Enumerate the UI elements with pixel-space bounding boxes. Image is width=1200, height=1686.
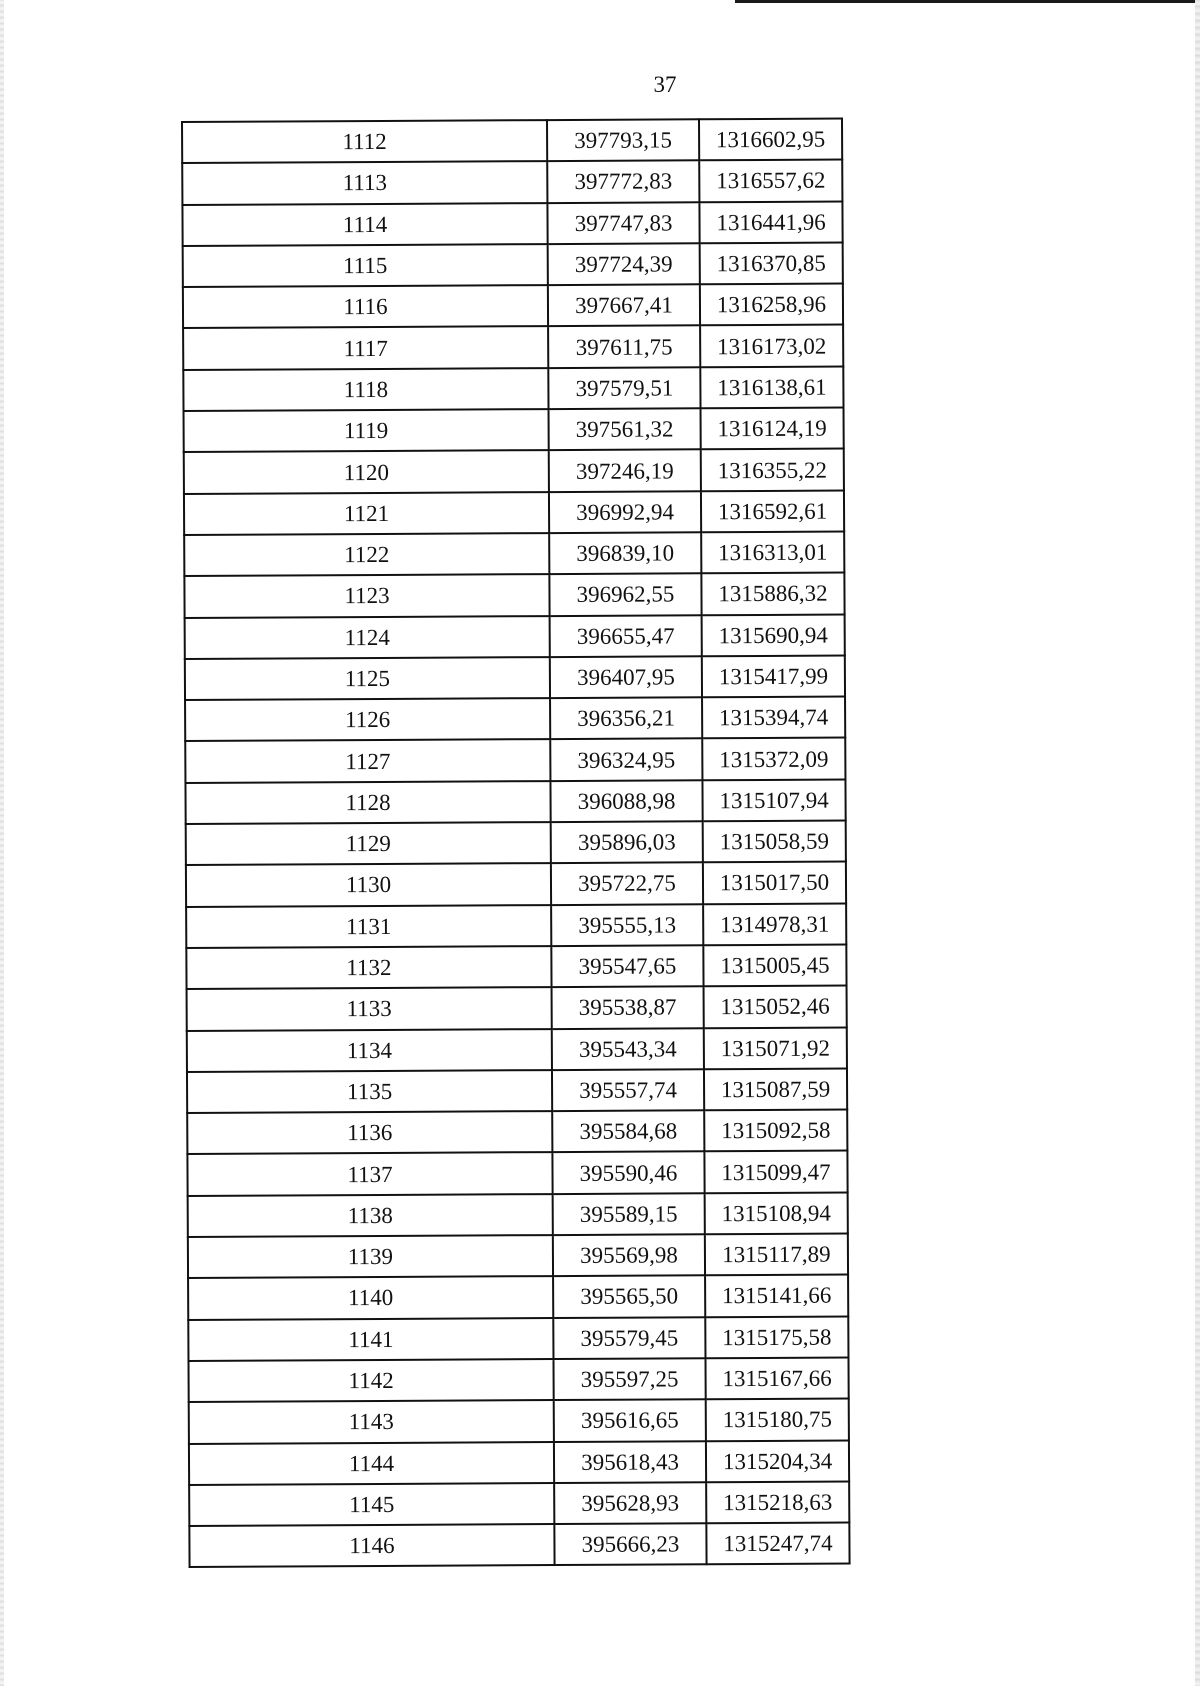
point-number-cell: 1141 bbox=[188, 1318, 553, 1361]
point-number-cell: 1143 bbox=[189, 1400, 554, 1443]
y-coordinate-cell: 1315107,94 bbox=[702, 779, 845, 821]
point-number-cell: 1134 bbox=[187, 1029, 552, 1072]
x-coordinate-cell: 395589,15 bbox=[553, 1193, 705, 1235]
point-number-cell: 1112 bbox=[182, 120, 547, 163]
coordinates-table bbox=[181, 118, 851, 1569]
point-number-cell: 1122 bbox=[184, 533, 549, 576]
x-coordinate-cell: 395538,87 bbox=[552, 987, 704, 1029]
table-row bbox=[186, 944, 846, 989]
y-coordinate-cell: 1315092,58 bbox=[704, 1110, 847, 1152]
point-number-cell: 1124 bbox=[185, 616, 550, 659]
table-row bbox=[183, 325, 843, 370]
x-coordinate-cell: 396407,95 bbox=[550, 656, 702, 698]
table-row bbox=[184, 532, 844, 577]
point-number-cell: 1125 bbox=[185, 657, 550, 700]
table-row bbox=[187, 1110, 847, 1155]
y-coordinate-cell: 1315886,32 bbox=[701, 573, 844, 615]
y-coordinate-cell: 1315087,59 bbox=[704, 1068, 847, 1110]
x-coordinate-cell: 395666,23 bbox=[554, 1523, 706, 1565]
table-row bbox=[186, 862, 846, 907]
point-number-cell: 1116 bbox=[183, 285, 548, 328]
point-number-cell: 1129 bbox=[186, 822, 551, 865]
x-coordinate-cell: 395584,68 bbox=[552, 1110, 704, 1152]
y-coordinate-cell: 1314978,31 bbox=[703, 903, 846, 945]
point-number-cell: 1120 bbox=[184, 450, 549, 493]
table-row bbox=[188, 1192, 848, 1237]
table-row bbox=[187, 1027, 847, 1072]
x-coordinate-cell: 396088,98 bbox=[550, 780, 702, 822]
y-coordinate-cell: 1315071,92 bbox=[704, 1027, 847, 1069]
table-row bbox=[183, 366, 843, 411]
x-coordinate-cell: 395569,98 bbox=[553, 1234, 705, 1276]
point-number-cell: 1135 bbox=[187, 1070, 552, 1113]
table-row bbox=[182, 201, 842, 246]
scan-edge-right bbox=[1195, 0, 1200, 1686]
table-row bbox=[183, 284, 843, 329]
y-coordinate-cell: 1315017,50 bbox=[703, 862, 846, 904]
point-number-cell: 1136 bbox=[187, 1111, 552, 1154]
y-coordinate-cell: 1316557,62 bbox=[699, 160, 842, 202]
y-coordinate-cell: 1315167,66 bbox=[705, 1357, 848, 1399]
point-number-cell: 1118 bbox=[183, 368, 548, 411]
table-row bbox=[186, 821, 846, 866]
y-coordinate-cell: 1315058,59 bbox=[703, 821, 846, 863]
y-coordinate-cell: 1315117,89 bbox=[705, 1234, 848, 1276]
x-coordinate-cell: 395543,34 bbox=[552, 1028, 704, 1070]
y-coordinate-cell: 1315175,58 bbox=[705, 1316, 848, 1358]
table-row bbox=[185, 614, 845, 659]
y-coordinate-cell: 1315052,46 bbox=[704, 986, 847, 1028]
table-row bbox=[185, 697, 845, 742]
table-row bbox=[185, 738, 845, 783]
x-coordinate-cell: 395557,74 bbox=[552, 1069, 704, 1111]
y-coordinate-cell: 1315141,66 bbox=[705, 1275, 848, 1317]
point-number-cell: 1145 bbox=[189, 1483, 554, 1526]
y-coordinate-cell: 1315180,75 bbox=[706, 1399, 849, 1441]
table-row bbox=[185, 779, 845, 824]
y-coordinate-cell: 1315247,74 bbox=[706, 1523, 849, 1565]
y-coordinate-cell: 1316124,19 bbox=[701, 408, 844, 450]
x-coordinate-cell: 396356,21 bbox=[550, 697, 702, 739]
y-coordinate-cell: 1316370,85 bbox=[700, 242, 843, 284]
point-number-cell: 1121 bbox=[184, 492, 549, 535]
point-number-cell: 1132 bbox=[186, 946, 551, 989]
x-coordinate-cell: 396324,95 bbox=[550, 739, 702, 781]
y-coordinate-cell: 1315690,94 bbox=[702, 614, 845, 656]
y-coordinate-cell: 1315005,45 bbox=[703, 944, 846, 986]
y-coordinate-cell: 1315099,47 bbox=[704, 1151, 847, 1193]
x-coordinate-cell: 395579,45 bbox=[553, 1317, 705, 1359]
y-coordinate-cell: 1315204,34 bbox=[706, 1440, 849, 1482]
x-coordinate-cell: 397772,83 bbox=[547, 161, 699, 203]
point-number-cell: 1117 bbox=[183, 327, 548, 370]
x-coordinate-cell: 395555,13 bbox=[551, 904, 703, 946]
y-coordinate-cell: 1315417,99 bbox=[702, 655, 845, 697]
point-number-cell: 1126 bbox=[185, 698, 550, 741]
x-coordinate-cell: 397667,41 bbox=[548, 284, 700, 326]
table-row bbox=[188, 1357, 848, 1402]
point-number-cell: 1146 bbox=[189, 1524, 554, 1567]
y-coordinate-cell: 1316602,95 bbox=[699, 119, 842, 161]
x-coordinate-cell: 396655,47 bbox=[550, 615, 702, 657]
scan-edge-left bbox=[0, 0, 4, 1686]
y-coordinate-cell: 1315218,63 bbox=[706, 1481, 849, 1523]
point-number-cell: 1130 bbox=[186, 863, 551, 906]
point-number-cell: 1140 bbox=[188, 1276, 553, 1319]
point-number-cell: 1131 bbox=[186, 905, 551, 948]
x-coordinate-cell: 397747,83 bbox=[547, 202, 699, 244]
coordinates-table-body bbox=[182, 119, 850, 1568]
table-row bbox=[184, 449, 844, 494]
table-row bbox=[187, 1151, 847, 1196]
x-coordinate-cell: 395565,50 bbox=[553, 1276, 705, 1318]
point-number-cell: 1139 bbox=[188, 1235, 553, 1278]
point-number-cell: 1144 bbox=[189, 1442, 554, 1485]
point-number-cell: 1137 bbox=[187, 1152, 552, 1195]
table-row bbox=[189, 1440, 849, 1485]
x-coordinate-cell: 395590,46 bbox=[552, 1152, 704, 1194]
point-number-cell: 1114 bbox=[182, 203, 547, 246]
x-coordinate-cell: 395896,03 bbox=[551, 821, 703, 863]
x-coordinate-cell: 395597,25 bbox=[553, 1358, 705, 1400]
x-coordinate-cell: 396962,55 bbox=[549, 574, 701, 616]
table-row bbox=[184, 490, 844, 535]
table-row bbox=[189, 1481, 849, 1526]
y-coordinate-cell: 1316355,22 bbox=[701, 449, 844, 491]
x-coordinate-cell: 395547,65 bbox=[551, 945, 703, 987]
x-coordinate-cell: 396839,10 bbox=[549, 532, 701, 574]
x-coordinate-cell: 397724,39 bbox=[548, 243, 700, 285]
point-number-cell: 1142 bbox=[188, 1359, 553, 1402]
table-row bbox=[188, 1316, 848, 1361]
y-coordinate-cell: 1316313,01 bbox=[701, 532, 844, 574]
x-coordinate-cell: 397579,51 bbox=[548, 367, 700, 409]
table-row bbox=[184, 408, 844, 453]
y-coordinate-cell: 1315394,74 bbox=[702, 697, 845, 739]
x-coordinate-cell: 395616,65 bbox=[554, 1399, 706, 1441]
x-coordinate-cell: 397561,32 bbox=[549, 408, 701, 450]
point-number-cell: 1115 bbox=[183, 244, 548, 287]
x-coordinate-cell: 395618,43 bbox=[554, 1441, 706, 1483]
point-number-cell: 1119 bbox=[184, 409, 549, 452]
table-row bbox=[189, 1399, 849, 1444]
point-number-cell: 1113 bbox=[182, 161, 547, 204]
table-row bbox=[183, 242, 843, 287]
table-row bbox=[184, 573, 844, 618]
table-row bbox=[186, 903, 846, 948]
table-row bbox=[188, 1234, 848, 1279]
y-coordinate-cell: 1316441,96 bbox=[699, 201, 842, 243]
point-number-cell: 1138 bbox=[188, 1194, 553, 1237]
point-number-cell: 1128 bbox=[185, 781, 550, 824]
y-coordinate-cell: 1315108,94 bbox=[705, 1192, 848, 1234]
x-coordinate-cell: 397611,75 bbox=[548, 326, 700, 368]
table-row bbox=[182, 160, 842, 205]
y-coordinate-cell: 1316592,61 bbox=[701, 490, 844, 532]
table-row bbox=[189, 1523, 849, 1568]
y-coordinate-cell: 1316138,61 bbox=[700, 366, 843, 408]
table-row bbox=[188, 1275, 848, 1320]
point-number-cell: 1123 bbox=[184, 574, 549, 617]
x-coordinate-cell: 397793,15 bbox=[547, 119, 699, 161]
table-row bbox=[182, 119, 842, 164]
table-row bbox=[187, 1068, 847, 1113]
page-number: 37 bbox=[653, 72, 677, 97]
point-number-cell: 1127 bbox=[185, 740, 550, 783]
y-coordinate-cell: 1316173,02 bbox=[700, 325, 843, 367]
table-row bbox=[185, 655, 845, 700]
y-coordinate-cell: 1315372,09 bbox=[702, 738, 845, 780]
scan-edge-top bbox=[735, 0, 1200, 3]
y-coordinate-cell: 1316258,96 bbox=[700, 284, 843, 326]
x-coordinate-cell: 395628,93 bbox=[554, 1482, 706, 1524]
x-coordinate-cell: 396992,94 bbox=[549, 491, 701, 533]
table-row bbox=[187, 986, 847, 1031]
x-coordinate-cell: 395722,75 bbox=[551, 863, 703, 905]
point-number-cell: 1133 bbox=[187, 987, 552, 1030]
x-coordinate-cell: 397246,19 bbox=[549, 450, 701, 492]
